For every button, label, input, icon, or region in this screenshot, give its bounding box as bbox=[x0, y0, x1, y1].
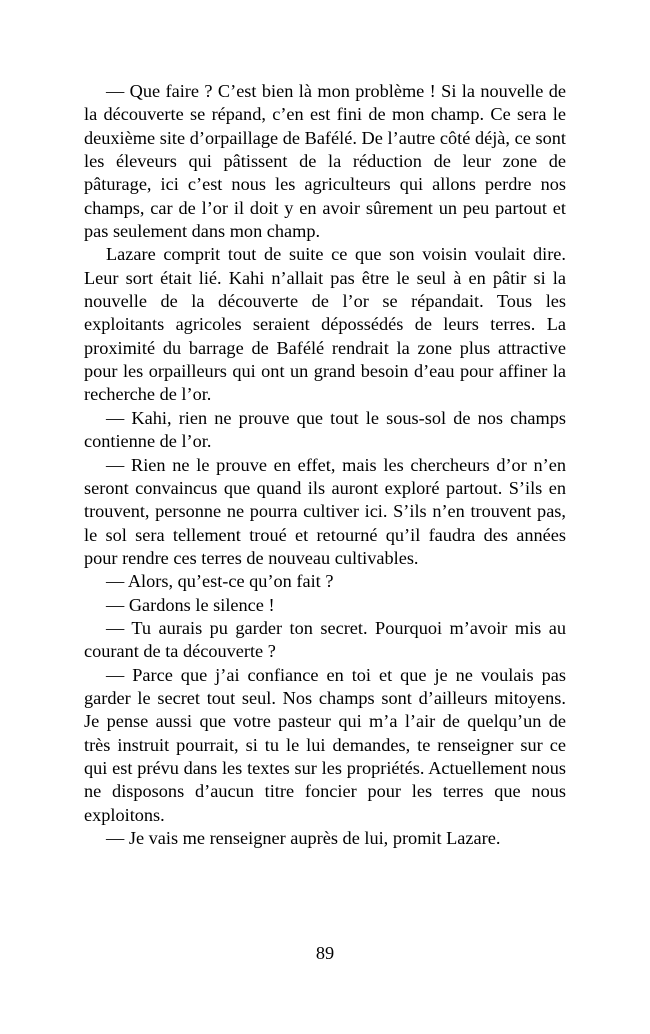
paragraph: — Rien ne le prouve en effet, mais les chercheurs d’or n’en seront convaincus que quand ils auront exploré partout. S’ils en trouvent, personne ne pourra cultiver ici. S’ils n’en trouvent pas, le sol sera tellement troué et retourné qu’il faudra des années pour rendre ces terres de nouveau cultivables. bbox=[84, 454, 566, 568]
page-body bbox=[84, 80, 566, 850]
paragraph: — Que faire ? C’est bien là mon problème ! Si la nouvelle de la découverte se répand, c’en est fini de mon champ. Ce sera le deuxième site d’orpaillage de Bafélé. De l’autre côté déjà, ce sont les éleveurs qui pâtissent de la réduction de leur zone de pâturage, ici c’est nous les agriculteurs qui allons perdre nos champs, car de l’or il doit y en avoir sûrement un peu partout et pas seulement dans mon champ. bbox=[84, 81, 566, 242]
page-number: 89 bbox=[315, 943, 335, 963]
paragraph: — Kahi, rien ne prouve que tout le sous-sol de nos champs contienne de l’or. bbox=[84, 407, 566, 452]
paragraph: Lazare comprit tout de suite ce que son voisin voulait dire. Leur sort était lié. Kahi n’allait pas être le seul à en pâtir si la nouvelle de la découverte de l’or se répandait. Tous les exploitants agricoles seraient dépossédés de leurs terres. La proximité du barrage de Bafélé rendrait la zone plus attractive pour les orpailleurs qui ont un grand besoin d’eau pour affiner la recherche de l’or. bbox=[84, 244, 566, 405]
paragraph: — Je vais me renseigner auprès de lui, promit Lazare. bbox=[106, 828, 501, 848]
paragraph: — Parce que j’ai confiance en toi et que je ne voulais pas garder le secret tout seul. Nos champs sont d’ailleurs mitoyens. Je pense aussi que votre pasteur qui m’a l’air de quelqu’un de très instruit pourrait, si tu le lui demandes, te renseigner sur ce qui est prévu dans les textes sur les propriétés. Actuellement nous ne disposons d’aucun titre foncier pour les terres que nous exploitons. bbox=[84, 664, 566, 825]
paragraph: — Tu aurais pu garder ton secret. Pourquoi m’avoir mis au courant de ta découverte ? bbox=[84, 617, 566, 662]
paragraph: — Gardons le silence ! bbox=[106, 594, 275, 615]
paragraph: — Alors, qu’est-ce qu’on fait ? bbox=[106, 571, 334, 592]
